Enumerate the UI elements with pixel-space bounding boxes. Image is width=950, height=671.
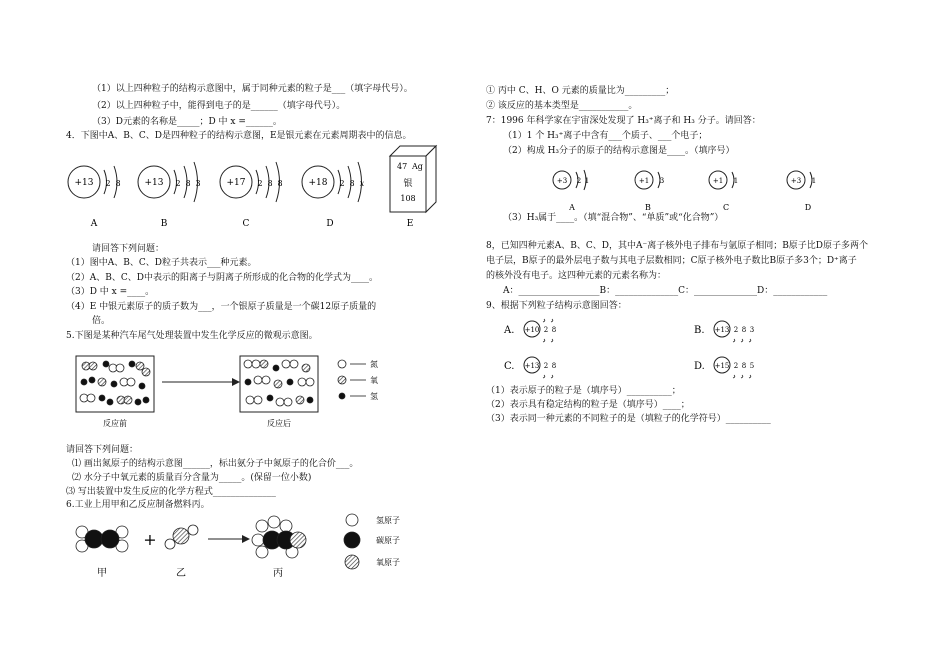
svg-text:8: 8 [349,179,355,188]
q7-atom-b-label: B [645,203,651,212]
q5-legend-hydrogen: 氢 [370,392,378,401]
q4-atom-c-diagram [218,150,298,230]
svg-text:8: 8 [741,326,747,334]
q5-title: 5.下图是某种汽车尾气处理装置中发生化学反应的微观示意图。 [66,331,318,341]
svg-text:8: 8 [551,326,557,334]
q9-atom-c-diagram [504,350,574,386]
q4-atom-a-shell-1: 2 [105,179,111,188]
q9-atom-b-label: B. [694,325,705,336]
q7-atom-a-diagram [552,164,612,214]
svg-text:2: 2 [733,362,739,370]
q9-item-2: （2）表示具有稳定结构的粒子是（填序号）____； [486,400,690,410]
q4-item-1: （1）图中A、B、C、D粒子共表示___种元素。 [66,258,257,268]
svg-text:8: 8 [185,179,191,188]
q4-atom-a-diagram [66,150,136,230]
q9-atom-c-label: C. [504,361,515,372]
svg-text:+13: +13 [524,362,540,370]
svg-text:5: 5 [749,362,755,370]
q4-item-4: （4）E 中银元素原子的质子数为___，一个银原子质量是一个碳12原子质量的 [66,302,377,312]
q9-title: 9、根据下列粒子结构示意图回答： [486,301,627,311]
q4-prompt: 请回答下列问题： [92,244,165,254]
svg-text:3: 3 [749,326,755,334]
q7-item-2: （2）构成 H₃分子的原子的结构示意图是____。（填序号） [503,146,735,156]
svg-text:3: 3 [195,179,201,188]
q9-item-1: （1）表示原子的粒子是（填序号）__________； [486,386,681,396]
q7-item-3: （3）H₃属于____。（填“混合物”、“单质”或“化合物”） [503,213,724,223]
q6-item-1: ① 丙中 C、H、O 元素的质量比为_________； [486,86,675,96]
q5-legend-oxygen: 氧 [370,376,378,385]
q8-line-2: 电子层，B原子的最外层电子数与其电子层数相同；C原子核外电子数比B原子多3个；D⁺离子 [486,256,857,266]
q6-legend-hydrogen: 氢原子 [376,516,400,525]
svg-text:x: x [359,179,365,188]
q8-line-3: 的核外没有电子。这四种元素的元素名称为： [486,271,667,281]
svg-text:+13: +13 [714,326,730,334]
svg-text:2: 2 [576,177,582,185]
q6-title: 6.工业上用甲和乙反应制备燃料丙。 [66,500,210,510]
svg-text:+3: +3 [556,177,568,185]
q6-label-jia: 甲 [97,568,107,579]
q6-item-2: ② 该反应的基本类型是___________。 [486,101,638,111]
svg-text:+10: +10 [524,326,540,334]
q4-item-2: （2）A、B、C、D中表示的阳离子与阴离子所形成的化合物的化学式为____。 [66,273,378,283]
svg-text:+18: +18 [308,178,328,188]
q3-item-3: （3）D元素的名称是_____；D 中 x =______。 [92,117,282,127]
q9-atom-a-label: A. [504,325,515,336]
q6-legend-oxygen: 氧原子 [376,558,400,567]
q6-legend-carbon: 碳原子 [376,536,400,545]
svg-text:8: 8 [277,179,283,188]
svg-text:1: 1 [584,177,590,185]
element-label: E [406,219,414,229]
element-name: 银 [403,179,413,189]
q3-item-2: （2）以上四种粒子中，能得到电子的是______（填字母代号）。 [92,101,346,111]
q4-item-3: （3）D 中 x =____。 [66,287,155,297]
q7-atom-a-label: A [569,203,575,212]
svg-text:+1: +1 [712,177,724,185]
q4-item-4-cont: 倍。 [92,316,111,326]
q5-item-1: ⑴ 画出氮原子的结构示意图______，标出氨分子中氮原子的化合价___。 [72,459,359,469]
q3-item-1: （1）以上四种粒子的结构示意图中，属于同种元素的粒子是___（填字母代号）。 [92,84,413,94]
q9-atom-d-label: D. [694,361,705,372]
svg-text:2: 2 [339,179,345,188]
q7-item-1: （1）1 个 H₃⁺离子中含有___个质子、___个电子； [503,131,708,141]
q7-atom-c-label: C [722,203,730,212]
q6-plus: + [143,530,157,549]
q7-atom-b-diagram [634,164,694,214]
element-ag-card [388,144,448,230]
q4-atom-a-nucleus: +13 [74,178,94,188]
svg-text:1: 1 [811,177,817,185]
q4-title: 4．下图中A、B、C、D是四种粒子的结构示意图，E是银元素在元素周期表中的信息。 [66,131,412,141]
q7-title: 7：1996 年科学家在宇宙深处发现了 H₃⁺离子和 H₃ 分子。请回答： [486,116,761,126]
q9-atom-b-diagram [694,314,784,350]
q5-legend-nitrogen: 氮 [370,360,378,369]
svg-text:2: 2 [543,326,549,334]
q5-caption-before: 反应前 [103,419,127,428]
q8-line-1: 8，已知四种元素A、B、C、D，其中A⁻离子核外电子排布与氩原子相同；B原子比D原子多两个 [486,241,869,251]
q7-atom-c-diagram [708,164,768,214]
q4-atom-a-label: A [90,219,98,229]
q6-label-yi: 乙 [176,568,186,579]
element-mass: 108 [400,194,416,203]
svg-text:+15: +15 [714,362,730,370]
q5-caption-after: 反应后 [267,419,291,428]
q9-item-3: （3）表示同一种元素的不同粒子的是（填粒子的化学符号）__________ [486,414,771,424]
svg-text:2: 2 [175,179,181,188]
q4-atom-c-label: C [242,219,250,229]
q5-item-2: ⑵ 水分子中氧元素的质量百分含量为_____。(保留一位小数) [72,473,312,483]
svg-text:1: 1 [733,177,739,185]
element-number: 47 [397,162,408,171]
svg-text:3: 3 [659,177,665,185]
q5-item-3: ⑶ 写出装置中发生反应的化学方程式______________ [66,487,276,497]
q7-atom-d-label: D [804,203,812,212]
q4-atom-b-label: B [160,219,168,229]
svg-text:2: 2 [257,179,263,188]
q7-atom-d-diagram [786,164,846,214]
q4-atom-a-shell-2: 8 [115,179,121,188]
element-symbol: Ag [412,162,423,171]
q5-prompt: 请回答下列问题： [66,445,139,455]
svg-text:2: 2 [543,362,549,370]
q6-label-bing: 丙 [273,568,283,579]
q4-atom-d-label: D [326,219,334,229]
q9-atom-a-diagram [504,314,574,350]
svg-text:8: 8 [267,179,273,188]
q4-atom-b-diagram [136,150,216,230]
svg-text:+17: +17 [226,178,246,188]
svg-text:+3: +3 [790,177,802,185]
svg-text:+1: +1 [638,177,650,185]
q5-reaction-diagram [66,348,406,430]
q8-answer-line: A：__________________B：______________C：______________D：____________ [503,286,828,296]
q4-atom-d-diagram [300,150,380,230]
svg-text:+13: +13 [144,178,164,188]
svg-text:8: 8 [551,362,557,370]
q6-molecule-diagram [66,510,436,580]
q9-atom-d-diagram [694,350,784,386]
svg-text:8: 8 [741,362,747,370]
svg-text:2: 2 [733,326,739,334]
